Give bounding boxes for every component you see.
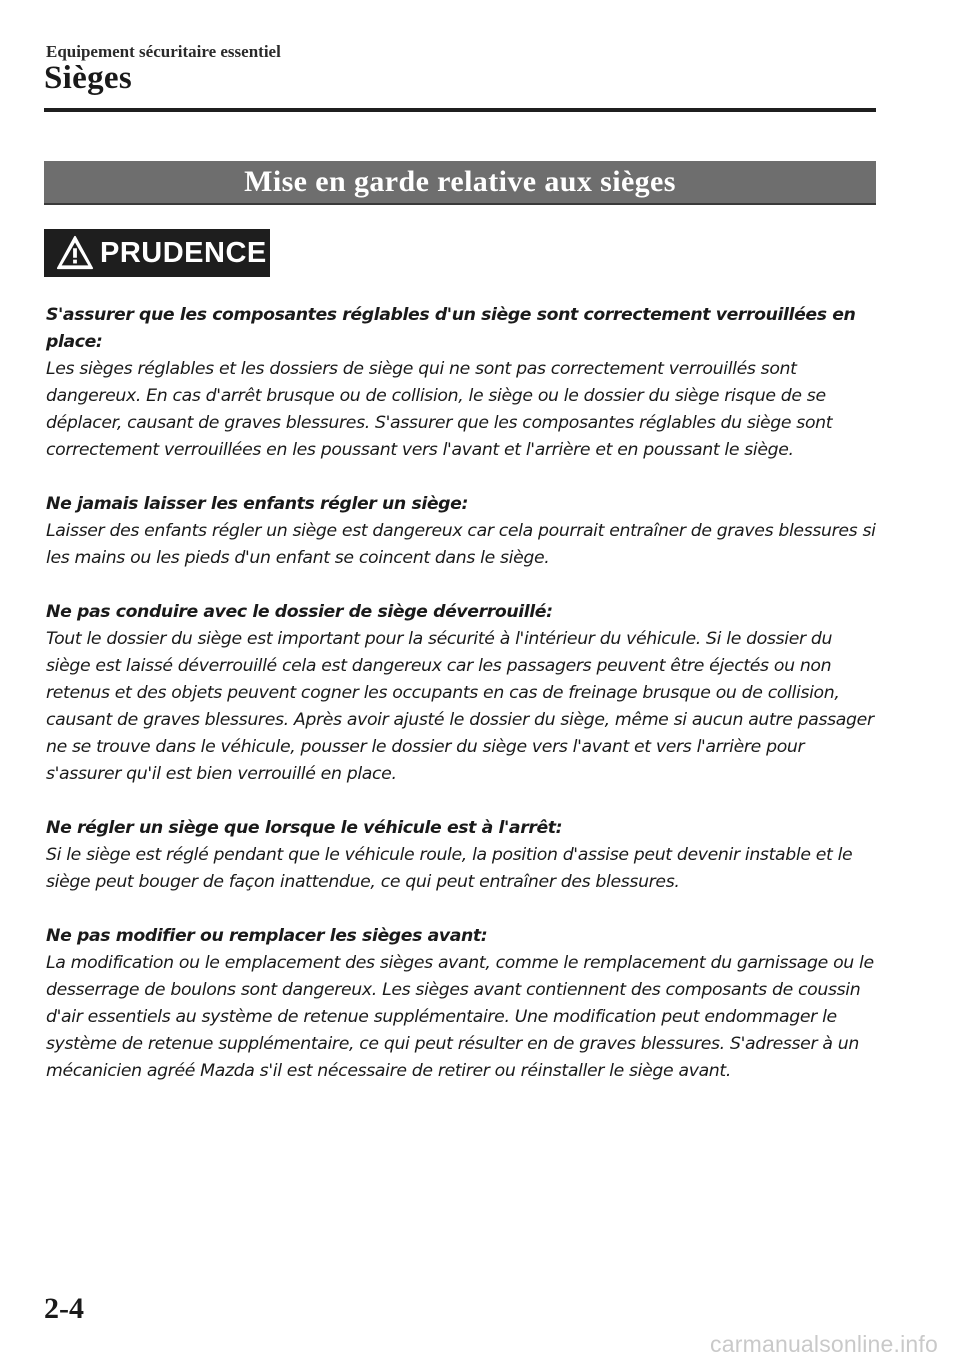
topic-title: Mise en garde relative aux sièges <box>244 165 676 198</box>
warning-body: Les sièges réglables et les dossiers de siège qui ne sont pas correctement verrouillés sont dangereux. En cas d'arrêt brusque ou de collision, le siège ou le dossier du siège risque de se déplacer, causant de graves blessures. S'assurer que les composantes réglables du siège sont correctement verrouillées en les poussant vers l'avant et l'arrière et en poussant le siège. <box>46 359 833 460</box>
warning-body: Laisser des enfants régler un siège est dangereux car cela pourrait entraîner de graves blessures si les mains ou les pieds d'un enfant se coincent dans le siège. <box>46 521 876 568</box>
warning-item <box>46 815 876 896</box>
watermark: carmanualsonline.info <box>710 1331 938 1357</box>
caution-badge <box>44 229 270 277</box>
warning-heading: Ne pas conduire avec le dossier de siège déverrouillé: <box>46 602 553 622</box>
warning-item <box>46 923 876 1085</box>
warning-heading: Ne pas modifier ou remplacer les sièges avant: <box>46 926 488 946</box>
topic-banner <box>44 161 876 205</box>
chapter-title: Sièges <box>44 60 132 96</box>
warning-item <box>46 302 876 464</box>
warning-body: Si le siège est réglé pendant que le véhicule roule, la position d'assise peut devenir instable et le siège peut bouger de façon inattendue, ce qui peut entraîner des blessures. <box>46 845 853 892</box>
warning-item <box>46 599 876 788</box>
section-label: Equipement sécuritaire essentiel <box>46 42 281 61</box>
page-number: 2-4 <box>44 1292 84 1325</box>
warning-item <box>46 491 876 572</box>
warning-triangle-icon <box>56 234 94 272</box>
warning-list <box>46 302 876 1112</box>
warning-heading: S'assurer que les composantes réglables d'un siège sont correctement verrouillées en place: <box>46 305 856 352</box>
caution-label: PRUDENCE <box>100 236 267 269</box>
warning-heading: Ne jamais laisser les enfants régler un siège: <box>46 494 468 514</box>
warning-heading: Ne régler un siège que lorsque le véhicule est à l'arrêt: <box>46 818 563 838</box>
warning-body: Tout le dossier du siège est important pour la sécurité à l'intérieur du véhicule. Si le dossier du siège est laissé déverrouillé cela est dangereux car les passagers peuvent être éjectés ou non retenus et des objets peuvent cogner les occupants en cas de freinage brusque ou de collision, causant de graves blessures. Après avoir ajusté le dossier du siège, même si aucun autre passager ne se trouve dans le véhicule, pousser le dossier du siège vers l'avant et vers l'arrière pour s'assurer qu'il est bien verrouillé en place. <box>46 629 874 784</box>
chapter-divider <box>44 108 876 112</box>
warning-body: La modification ou le emplacement des sièges avant, comme le remplacement du garnissage ou le desserrage de boulons sont dangereux. Les sièges avant contiennent des composants de coussin d'air essentiels au système de retenue supplémentaire. Une modification peut endommager le système de retenue supplémentaire, ce qui peut résulter en de graves blessures. S'adresser à un mécanicien agréé Mazda s'il est nécessaire de retirer ou réinstaller le siège avant. <box>46 953 874 1081</box>
